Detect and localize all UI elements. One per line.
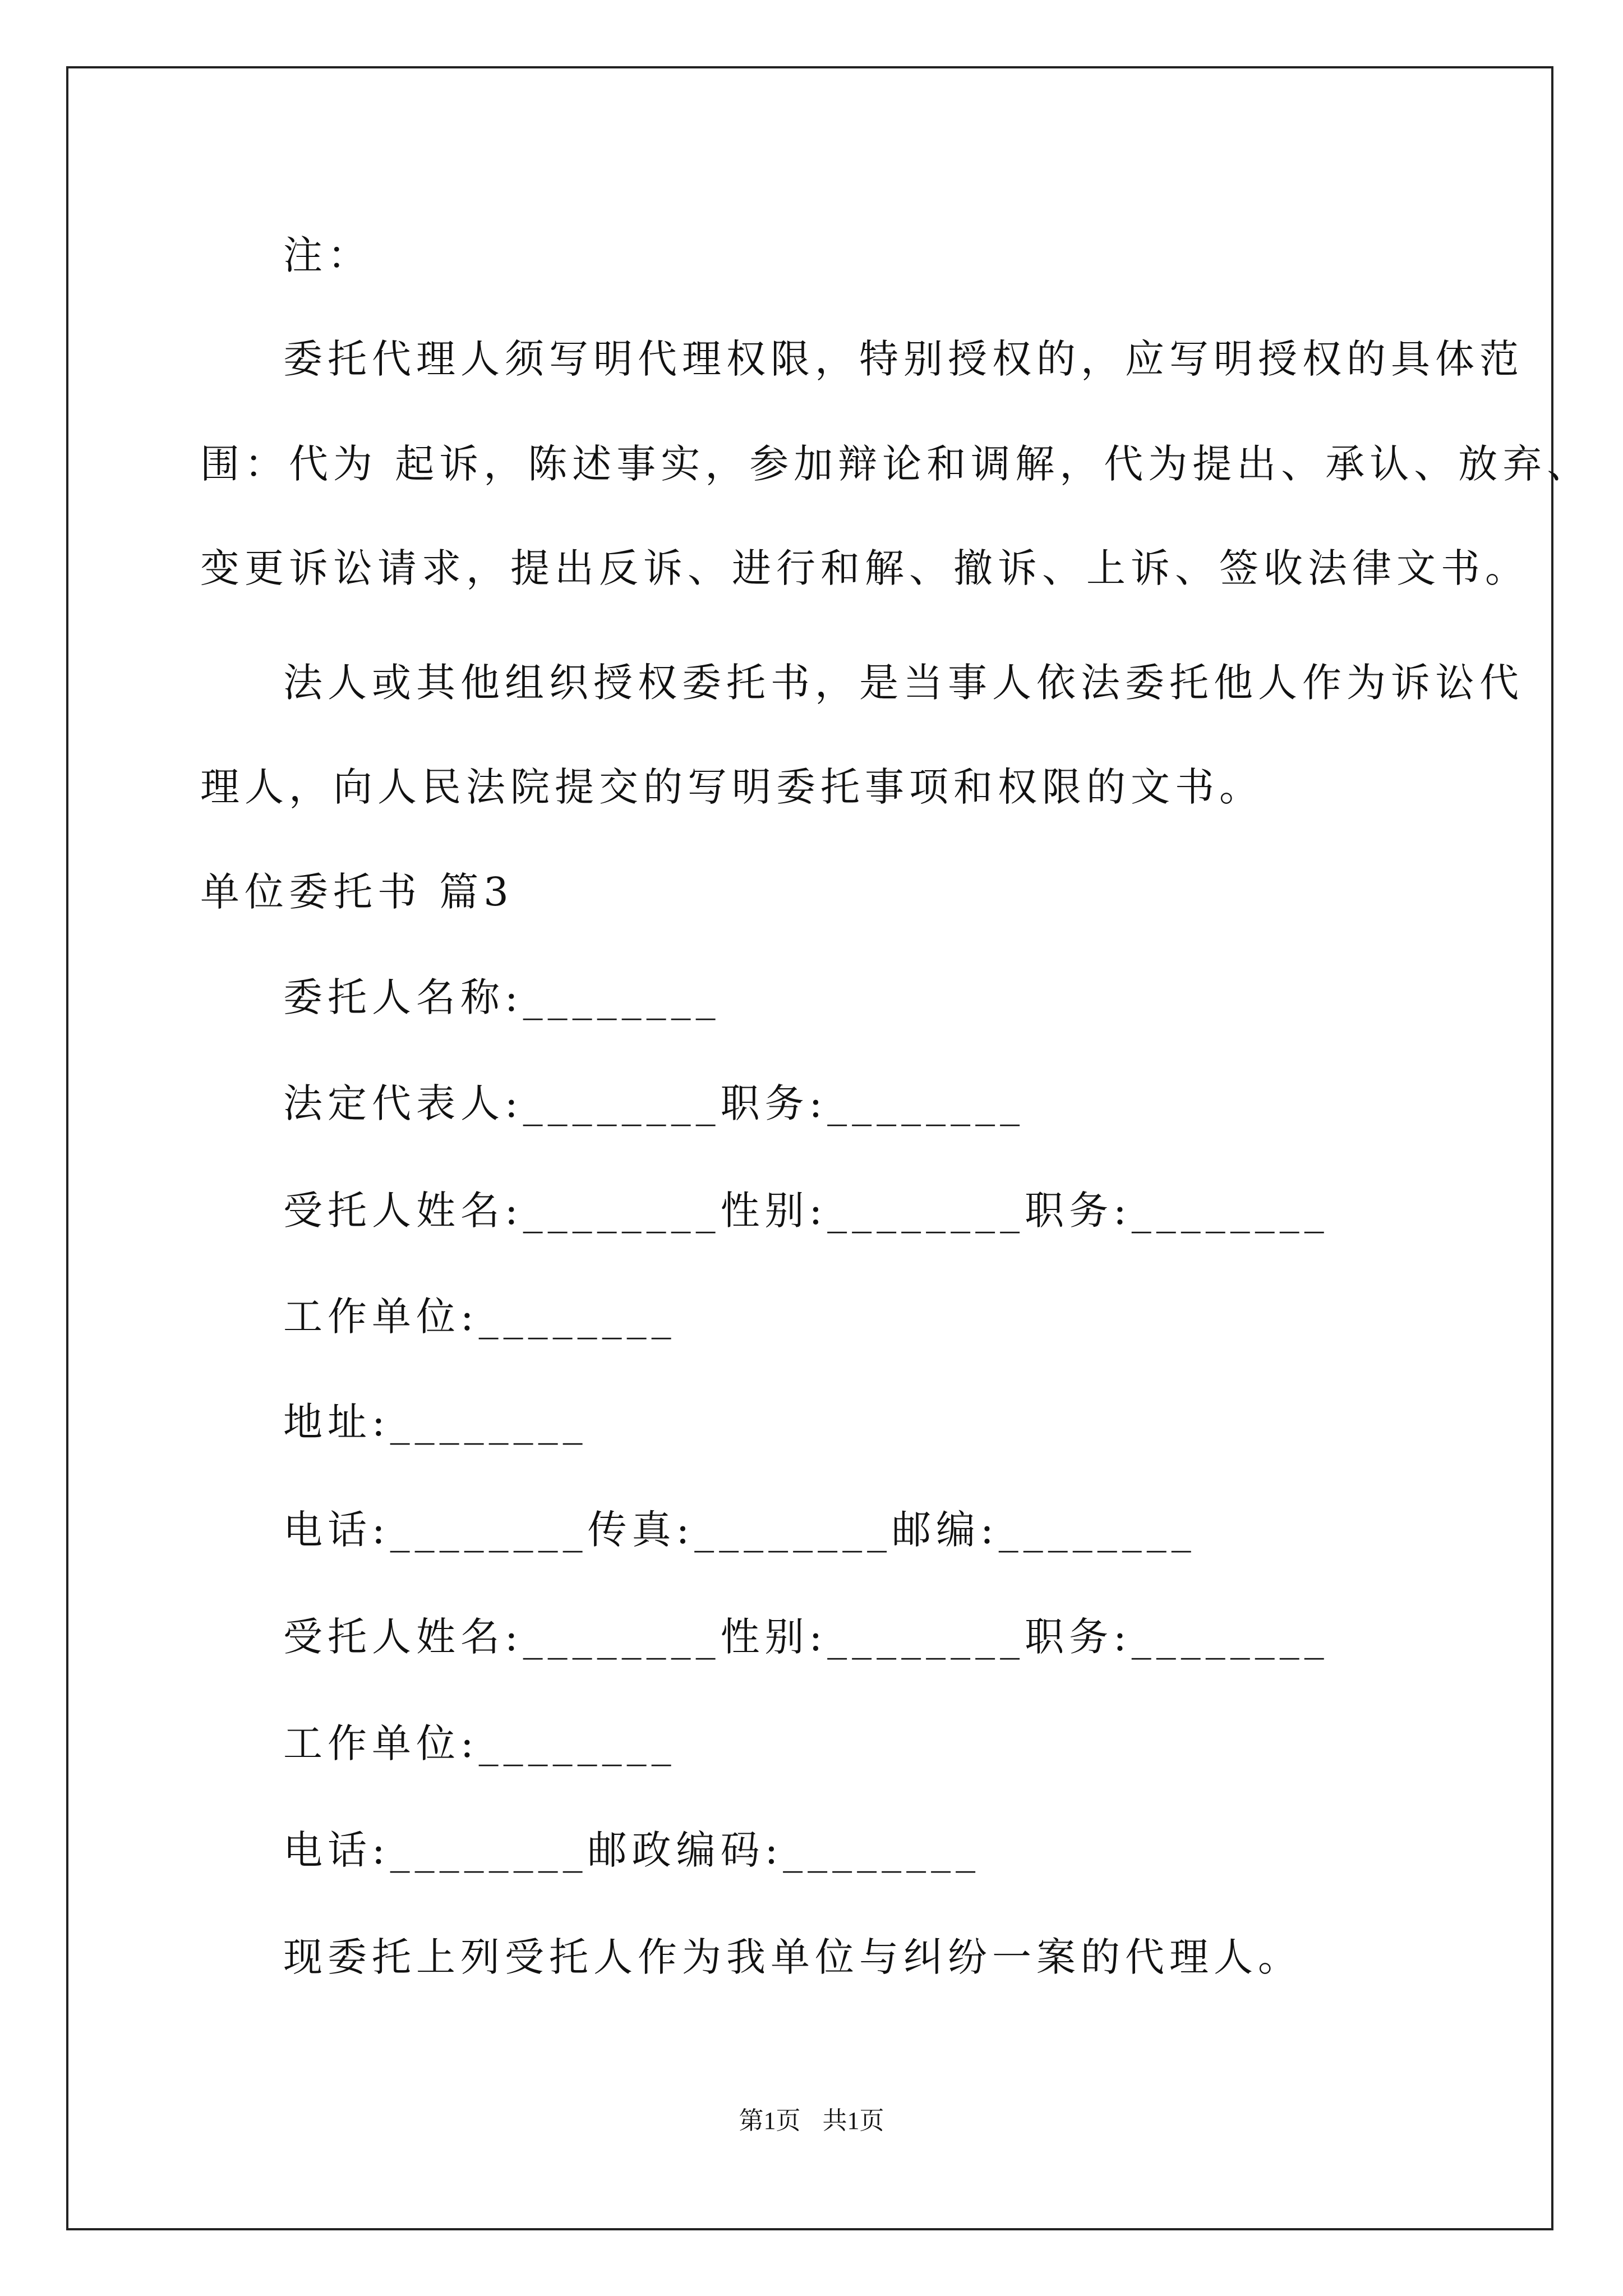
form-line-phone-postcode: 电话:________邮政编码:________ [283,1827,981,1873]
section-heading: 单位委托书 篇3 [200,869,514,915]
page-footer [0,2105,1623,2137]
page-border [66,66,1553,2230]
form-line-agent-1: 受托人姓名:________性别:________职务:________ [283,1188,1329,1234]
note-paragraph-1-line-3: 变更诉讼请求，提出反诉、进行和解、撤诉、上诉、签收法律文书。 [200,545,1529,591]
form-line-workplace-2: 工作单位:________ [283,1720,676,1766]
closing-statement: 现委托上列受托人作为我单位与纠纷一案的代理人。 [283,1934,1302,1980]
note-label: 注： [283,232,372,278]
form-line-legal-representative: 法定代表人:________职务:________ [283,1080,1025,1126]
note-paragraph-1-line-2: 围：代为 起诉，陈述事实，参加辩论和调解，代为提出、承认、放弃、 [200,441,1592,487]
form-line-workplace-1: 工作单位:________ [283,1294,676,1340]
form-line-address: 地址:________ [283,1399,588,1445]
page-number-total: 共1页 [822,2107,884,2134]
note-paragraph-2-line-1: 法人或其他组织授权委托书，是当事人依法委托他人作为诉讼代 [283,660,1524,706]
form-line-contact: 电话:________传真:________邮编:________ [283,1507,1196,1553]
form-line-agent-2: 受托人姓名:________性别:________职务:________ [283,1614,1329,1660]
page-number-current: 第1页 [739,2107,801,2134]
note-paragraph-1-line-1: 委托代理人须写明代理权限，特别授权的，应写明授权的具体范 [283,336,1524,382]
form-line-principal-name: 委托人名称:________ [283,974,721,1020]
note-paragraph-2-line-2: 理人，向人民法院提交的写明委托事项和权限的文书。 [200,764,1264,810]
